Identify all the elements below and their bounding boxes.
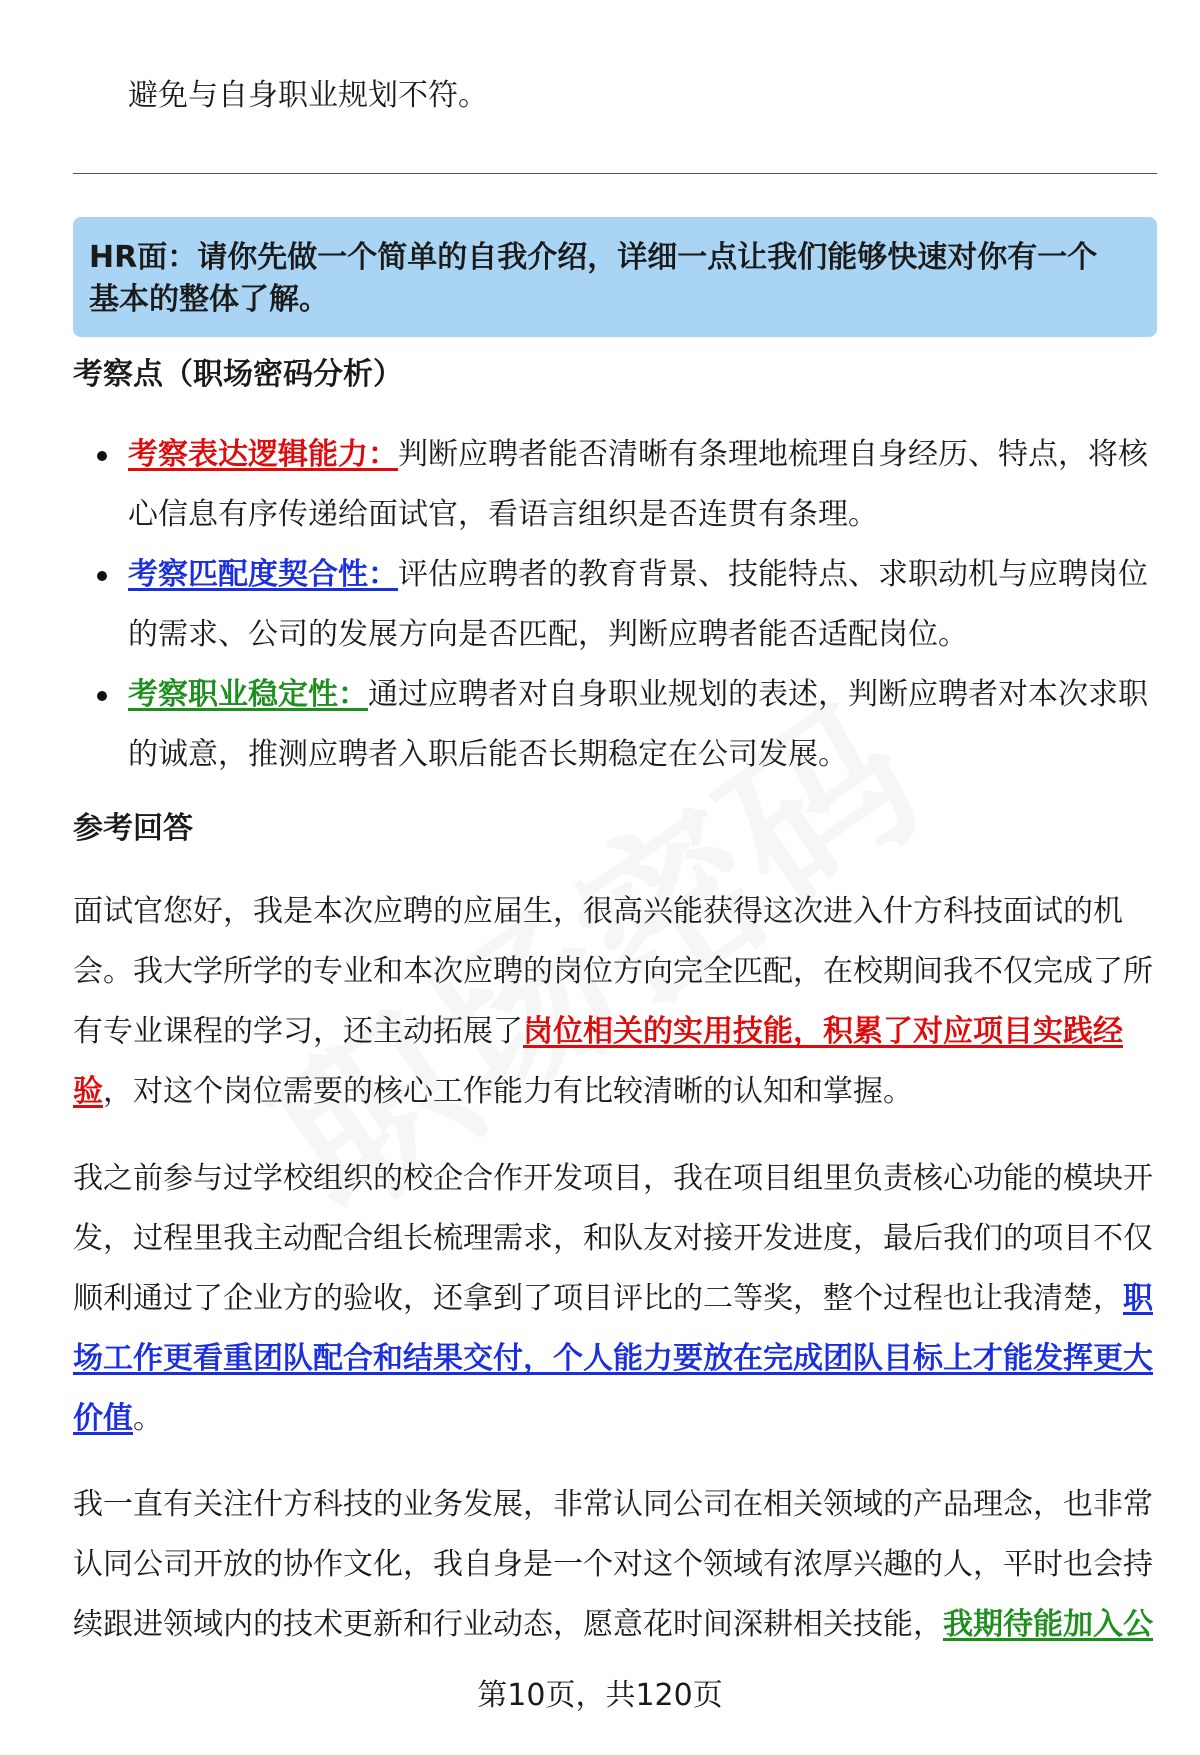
paragraph-text: 我一直有关注什方科技的业务发展，非常认同公司在相关领域的产品理念，也非常认同公司开放的协作文化，我自身是一个对这个领域有浓厚兴趣的人，平时也会持续跟进领域内的技术更新和行业动态，愿意花时间深耕相关技能，: [73, 1487, 1153, 1642]
paragraph-text: ，对这个岗位需要的核心工作能力有比较清晰的认知和掌握。: [103, 1074, 913, 1109]
intro-line: 避免与自身职业规划不符。: [128, 78, 488, 113]
analysis-list: [73, 425, 1153, 785]
paragraph-text: 。: [133, 1401, 163, 1436]
list-item: [73, 665, 1153, 785]
bullet-dot: [97, 571, 107, 581]
point-text: 判断应聘者能否清晰有条理地梳理自身经历、特点，将核心信息有序传递给面试官，看语言组织是否连贯有条理。: [128, 437, 1148, 532]
point-keyword: 考察表达逻辑能力：: [128, 437, 398, 472]
highlight-text: 岗位相关的实用技能，积累了对应项目实践经验: [73, 1014, 1123, 1109]
list-item: [73, 545, 1153, 665]
point-text: 通过应聘者对自身职业规划的表述，判断应聘者对本次求职的诚意，推测应聘者入职后能否长期稳定在公司发展。: [128, 677, 1148, 772]
list-item: [73, 425, 1153, 545]
answer-paragraph-1: [73, 882, 1158, 1122]
bullet-dot: [97, 451, 107, 461]
bullet-dot: [97, 691, 107, 701]
point-keyword: 考察匹配度契合性：: [128, 557, 398, 592]
paragraph-text: 我之前参与过学校组织的校企合作开发项目，我在项目组里负责核心功能的模块开发，过程里我主动配合组长梳理需求，和队友对接开发进度，最后我们的项目不仅顺利通过了企业方的验收，还拿到了项目评比的二等奖，整个过程也让我清楚，: [73, 1161, 1153, 1316]
page-number: 第10页，共120页: [477, 1678, 723, 1713]
highlight-text: 职场工作更看重团队配合和结果交付，个人能力要放在完成团队目标上才能发挥更大价值: [73, 1281, 1153, 1436]
section-title-answer: 参考回答: [73, 811, 193, 846]
section-title-analysis: 考察点（职场密码分析）: [73, 357, 403, 392]
point-text: 评估应聘者的教育背景、技能特点、求职动机与应聘岗位的需求、公司的发展方向是否匹配，判断应聘者能否适配岗位。: [128, 557, 1148, 652]
paragraph-text: 面试官您好，我是本次应聘的应届生，很高兴能获得这次进入什方科技面试的机会。我大学所学的专业和本次应聘的岗位方向完全匹配，在校期间我不仅完成了所有专业课程的学习，还主动拓展了: [73, 894, 1153, 1049]
answer-paragraph-3: [73, 1475, 1158, 1655]
point-keyword: 考察职业稳定性：: [128, 677, 368, 712]
question-box: HR面：请你先做一个简单的自我介绍，详细一点让我们能够快速对你有一个基本的整体了解。: [73, 217, 1157, 337]
answer-paragraph-2: [73, 1149, 1158, 1449]
divider: [73, 173, 1157, 174]
highlight-text: 我期待能加入公: [943, 1607, 1153, 1642]
